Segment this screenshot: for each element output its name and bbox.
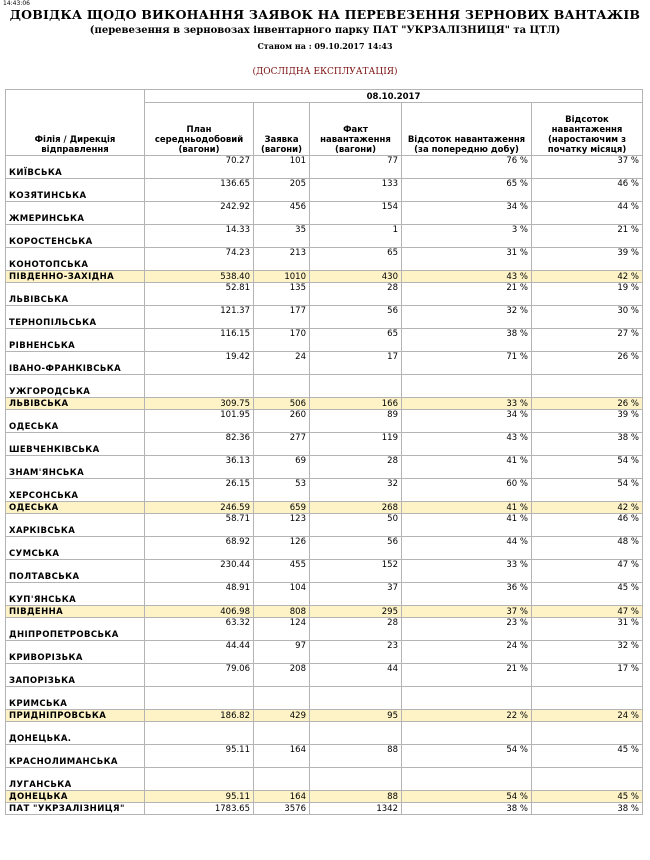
table-row [6, 410, 643, 433]
table-row [6, 514, 643, 537]
fact-cell: 28 [310, 456, 402, 479]
table-row [6, 202, 643, 225]
request-cell: 177 [254, 306, 310, 329]
pct-month-cell: 46 % [532, 514, 643, 537]
fact-cell: 430 [310, 271, 402, 283]
pct-day-cell: 21 % [402, 283, 532, 306]
table-row [6, 641, 643, 664]
request-cell: 213 [254, 248, 310, 271]
table-row [6, 375, 643, 398]
subtotal-row [6, 502, 643, 514]
branch-name-cell: ЗНАМ'ЯНСЬКА [6, 456, 145, 479]
branch-name-cell: ПРИДНІПРОВСЬКА [6, 710, 145, 722]
pct-day-cell: 43 % [402, 433, 532, 456]
pct-day-cell: 41 % [402, 502, 532, 514]
pct-month-cell: 27 % [532, 329, 643, 352]
branch-name-cell: ХАРКІВСЬКА [6, 514, 145, 537]
branch-name-cell: ЛЬВІВСЬКА [6, 398, 145, 410]
table-row [6, 664, 643, 687]
fact-cell: 50 [310, 514, 402, 537]
fact-cell [310, 687, 402, 710]
request-cell [254, 768, 310, 791]
pct-day-cell: 34 % [402, 202, 532, 225]
branch-name-cell: КОРОСТЕНСЬКА [6, 225, 145, 248]
plan-cell: 44.44 [145, 641, 254, 664]
fact-cell: 154 [310, 202, 402, 225]
branch-name-cell: ЖМЕРИНСЬКА [6, 202, 145, 225]
branch-name-cell: КОНОТОПСЬКА [6, 248, 145, 271]
plan-cell [145, 687, 254, 710]
table-row [6, 745, 643, 768]
pct-day-cell: 24 % [402, 641, 532, 664]
branch-name-cell: КРИВОРІЗЬКА [6, 641, 145, 664]
plan-cell: 101.95 [145, 410, 254, 433]
fact-cell: 88 [310, 745, 402, 768]
fact-cell: 28 [310, 283, 402, 306]
plan-header: План середньодобовий (вагони) [145, 103, 254, 156]
pct-day-cell: 44 % [402, 537, 532, 560]
branch-name-cell: ДНІПРОПЕТРОВСЬКА [6, 618, 145, 641]
pct-day-cell: 41 % [402, 456, 532, 479]
pct-month-cell: 21 % [532, 225, 643, 248]
pct-month-cell: 45 % [532, 791, 643, 803]
pct-month-cell: 42 % [532, 502, 643, 514]
fact-cell: 32 [310, 479, 402, 502]
request-cell: 506 [254, 398, 310, 410]
branch-name-cell: КРИМСЬКА [6, 687, 145, 710]
pct-day-cell: 54 % [402, 745, 532, 768]
fact-cell: 95 [310, 710, 402, 722]
pct-day-cell: 33 % [402, 398, 532, 410]
pct-month-cell: 38 % [532, 803, 643, 815]
shipment-table [5, 89, 643, 815]
pct-day-cell: 43 % [402, 271, 532, 283]
plan-cell: 136.65 [145, 179, 254, 202]
branch-name-cell: ДОНЕЦЬКА [6, 791, 145, 803]
fact-cell: 152 [310, 560, 402, 583]
request-cell [254, 722, 310, 745]
pct-month-cell [532, 687, 643, 710]
request-cell: 124 [254, 618, 310, 641]
branch-name-cell: ШЕВЧЕНКІВСЬКА [6, 433, 145, 456]
table-row [6, 179, 643, 202]
pct-month-cell: 38 % [532, 433, 643, 456]
table-row [6, 283, 643, 306]
request-cell: 277 [254, 433, 310, 456]
fact-cell: 1 [310, 225, 402, 248]
branch-header: Філія / Дирекція відправлення [6, 90, 145, 156]
pct-day-cell: 31 % [402, 248, 532, 271]
plan-cell: 14.33 [145, 225, 254, 248]
fact-cell [310, 722, 402, 745]
table-row [6, 687, 643, 710]
branch-name-cell: ТЕРНОПІЛЬСЬКА [6, 306, 145, 329]
plan-cell: 68.92 [145, 537, 254, 560]
request-cell: 1010 [254, 271, 310, 283]
pct-day-cell: 60 % [402, 479, 532, 502]
pct-day-cell: 21 % [402, 664, 532, 687]
request-cell: 808 [254, 606, 310, 618]
pct-month-cell: 46 % [532, 179, 643, 202]
request-cell: 208 [254, 664, 310, 687]
plan-cell: 116.15 [145, 329, 254, 352]
pct-day-cell: 22 % [402, 710, 532, 722]
table-row [6, 456, 643, 479]
fact-cell [310, 375, 402, 398]
branch-name-cell: РІВНЕНСЬКА [6, 329, 145, 352]
pct-day-cell [402, 768, 532, 791]
request-cell: 123 [254, 514, 310, 537]
pct-month-cell: 45 % [532, 583, 643, 606]
pct-month-cell [532, 768, 643, 791]
subtotal-row [6, 710, 643, 722]
branch-name-cell: ЗАПОРІЗЬКА [6, 664, 145, 687]
plan-cell: 79.06 [145, 664, 254, 687]
plan-cell: 406.98 [145, 606, 254, 618]
plan-cell: 26.15 [145, 479, 254, 502]
table-row [6, 433, 643, 456]
fact-cell: 17 [310, 352, 402, 375]
pct-month-cell: 32 % [532, 641, 643, 664]
plan-cell: 63.32 [145, 618, 254, 641]
request-cell: 3576 [254, 803, 310, 815]
pct-day-cell: 41 % [402, 514, 532, 537]
subtotal-row [6, 398, 643, 410]
plan-cell: 36.13 [145, 456, 254, 479]
plan-cell: 58.71 [145, 514, 254, 537]
plan-cell: 309.75 [145, 398, 254, 410]
fact-cell: 166 [310, 398, 402, 410]
request-cell [254, 687, 310, 710]
fact-cell: 1342 [310, 803, 402, 815]
request-cell: 53 [254, 479, 310, 502]
trial-notice: (ДОСЛІДНА ЕКСПЛУАТАЦІЯ) [252, 67, 398, 77]
fact-cell: 88 [310, 791, 402, 803]
request-cell: 205 [254, 179, 310, 202]
pct-month-cell: 26 % [532, 352, 643, 375]
table-row [6, 225, 643, 248]
branch-name-cell: УЖГОРОДСЬКА [6, 375, 145, 398]
plan-cell: 48.91 [145, 583, 254, 606]
report-subtitle: (перевезення в зерновозах інвентарного парку ПАТ "УКРЗАЛІЗНИЦЯ" та ЦТЛ) [89, 25, 561, 36]
plan-cell [145, 375, 254, 398]
pct-month-cell: 39 % [532, 410, 643, 433]
fact-cell: 119 [310, 433, 402, 456]
pct-month-cell: 19 % [532, 283, 643, 306]
request-cell: 659 [254, 502, 310, 514]
pct-day-cell: 32 % [402, 306, 532, 329]
pct-day-cell: 23 % [402, 618, 532, 641]
plan-cell: 70.27 [145, 156, 254, 179]
pct-day-cell: 71 % [402, 352, 532, 375]
request-cell: 24 [254, 352, 310, 375]
fact-cell: 44 [310, 664, 402, 687]
table-row [6, 248, 643, 271]
plan-cell: 1783.65 [145, 803, 254, 815]
plan-cell: 52.81 [145, 283, 254, 306]
request-cell: 135 [254, 283, 310, 306]
branch-name-cell: ЛУГАНСЬКА [6, 768, 145, 791]
request-cell: 126 [254, 537, 310, 560]
fact-cell: 56 [310, 306, 402, 329]
table-row [6, 537, 643, 560]
branch-name-cell: ОДЕСЬКА [6, 410, 145, 433]
fact-cell: 65 [310, 329, 402, 352]
pct-month-cell: 47 % [532, 606, 643, 618]
branch-name-cell: СУМСЬКА [6, 537, 145, 560]
plan-cell: 242.92 [145, 202, 254, 225]
fact-cell: 295 [310, 606, 402, 618]
branch-name-cell: ПАТ "УКРЗАЛІЗНИЦЯ" [6, 803, 145, 815]
pct-day-cell [402, 375, 532, 398]
pct-day-cell: 37 % [402, 606, 532, 618]
plan-cell: 246.59 [145, 502, 254, 514]
subtotal-row [6, 606, 643, 618]
pct-month-cell: 31 % [532, 618, 643, 641]
fact-cell: 37 [310, 583, 402, 606]
pct-month-cell: 30 % [532, 306, 643, 329]
table-row [6, 618, 643, 641]
plan-cell: 19.42 [145, 352, 254, 375]
plan-cell: 538.40 [145, 271, 254, 283]
subtotal-row [6, 271, 643, 283]
request-cell: 455 [254, 560, 310, 583]
table-row [6, 156, 643, 179]
branch-name-cell: КРАСНОЛИМАНСЬКА [6, 745, 145, 768]
request-cell [254, 375, 310, 398]
fact-cell: 28 [310, 618, 402, 641]
pct-month-cell: 45 % [532, 745, 643, 768]
pct-month-cell: 37 % [532, 156, 643, 179]
pct-month-cell: 48 % [532, 537, 643, 560]
plan-cell: 186.82 [145, 710, 254, 722]
pct-month-cell: 26 % [532, 398, 643, 410]
request-cell: 164 [254, 745, 310, 768]
request-cell: 69 [254, 456, 310, 479]
table-row [6, 352, 643, 375]
request-cell: 101 [254, 156, 310, 179]
pct-day-cell [402, 722, 532, 745]
request-cell: 104 [254, 583, 310, 606]
pct-day-cell: 38 % [402, 329, 532, 352]
fact-cell: 133 [310, 179, 402, 202]
pct-month-cell [532, 722, 643, 745]
table-row [6, 722, 643, 745]
fact-cell: 268 [310, 502, 402, 514]
table-row [6, 306, 643, 329]
branch-name-cell: ПІВДЕННО-ЗАХІДНА [6, 271, 145, 283]
subtotal-row [6, 791, 643, 803]
branch-name-cell: ДОНЕЦЬКА. [6, 722, 145, 745]
fact-cell: 23 [310, 641, 402, 664]
fact-cell: 77 [310, 156, 402, 179]
request-header: Заявка (вагони) [254, 103, 310, 156]
pct-day-cell: 3 % [402, 225, 532, 248]
plan-cell: 230.44 [145, 560, 254, 583]
plan-cell [145, 768, 254, 791]
pct-day-cell: 54 % [402, 791, 532, 803]
request-cell: 97 [254, 641, 310, 664]
branch-name-cell: КОЗЯТИНСЬКА [6, 179, 145, 202]
branch-name-cell: ІВАНО-ФРАНКІВСЬКА [6, 352, 145, 375]
request-cell: 456 [254, 202, 310, 225]
plan-cell [145, 722, 254, 745]
branch-name-cell: ОДЕСЬКА [6, 502, 145, 514]
branch-name-cell: ПІВДЕННА [6, 606, 145, 618]
table-row [6, 329, 643, 352]
pct-day-cell: 34 % [402, 410, 532, 433]
branch-name-cell: ХЕРСОНСЬКА [6, 479, 145, 502]
pct-month-cell: 39 % [532, 248, 643, 271]
branch-name-cell: ПОЛТАВСЬКА [6, 560, 145, 583]
plan-cell: 82.36 [145, 433, 254, 456]
fact-cell [310, 768, 402, 791]
plan-cell: 95.11 [145, 745, 254, 768]
fact-cell: 65 [310, 248, 402, 271]
report-time: 14:43:06 [3, 0, 30, 7]
report-title: ДОВІДКА ЩОДО ВИКОНАННЯ ЗАЯВОК НА ПЕРЕВЕЗЕННЯ ЗЕРНОВИХ ВАНТАЖІВ [9, 7, 641, 22]
pct-month-cell: 24 % [532, 710, 643, 722]
table-row [6, 583, 643, 606]
fact-header: Факт навантаження (вагони) [310, 103, 402, 156]
table-row [6, 768, 643, 791]
branch-name-cell: ЛЬВІВСЬКА [6, 283, 145, 306]
pct-day-cell: 65 % [402, 179, 532, 202]
pct-day-cell: 33 % [402, 560, 532, 583]
request-cell: 35 [254, 225, 310, 248]
plan-cell: 121.37 [145, 306, 254, 329]
pct-month-cell: 17 % [532, 664, 643, 687]
pct-day-cell: 76 % [402, 156, 532, 179]
pct-month-cell: 44 % [532, 202, 643, 225]
pct-day-cell: 36 % [402, 583, 532, 606]
fact-cell: 56 [310, 537, 402, 560]
pct-day-header: Відсоток навантаження (за попередню добу) [402, 103, 532, 156]
total-row [6, 803, 643, 815]
branch-name-cell: КУП'ЯНСЬКА [6, 583, 145, 606]
pct-month-cell: 54 % [532, 479, 643, 502]
plan-cell: 74.23 [145, 248, 254, 271]
pct-month-cell [532, 375, 643, 398]
pct-day-cell [402, 687, 532, 710]
fact-cell: 89 [310, 410, 402, 433]
report-as-of: Станом на : 09.10.2017 14:43 [257, 41, 393, 51]
request-cell: 164 [254, 791, 310, 803]
request-cell: 170 [254, 329, 310, 352]
plan-cell: 95.11 [145, 791, 254, 803]
date-header: 08.10.2017 [145, 90, 643, 103]
pct-month-header: Відсоток навантаження (наростаючим з початку місяця) [532, 103, 643, 156]
request-cell: 429 [254, 710, 310, 722]
pct-month-cell: 47 % [532, 560, 643, 583]
table-row [6, 560, 643, 583]
table-row [6, 479, 643, 502]
pct-month-cell: 42 % [532, 271, 643, 283]
request-cell: 260 [254, 410, 310, 433]
pct-month-cell: 54 % [532, 456, 643, 479]
branch-name-cell: КИЇВСЬКА [6, 156, 145, 179]
pct-day-cell: 38 % [402, 803, 532, 815]
